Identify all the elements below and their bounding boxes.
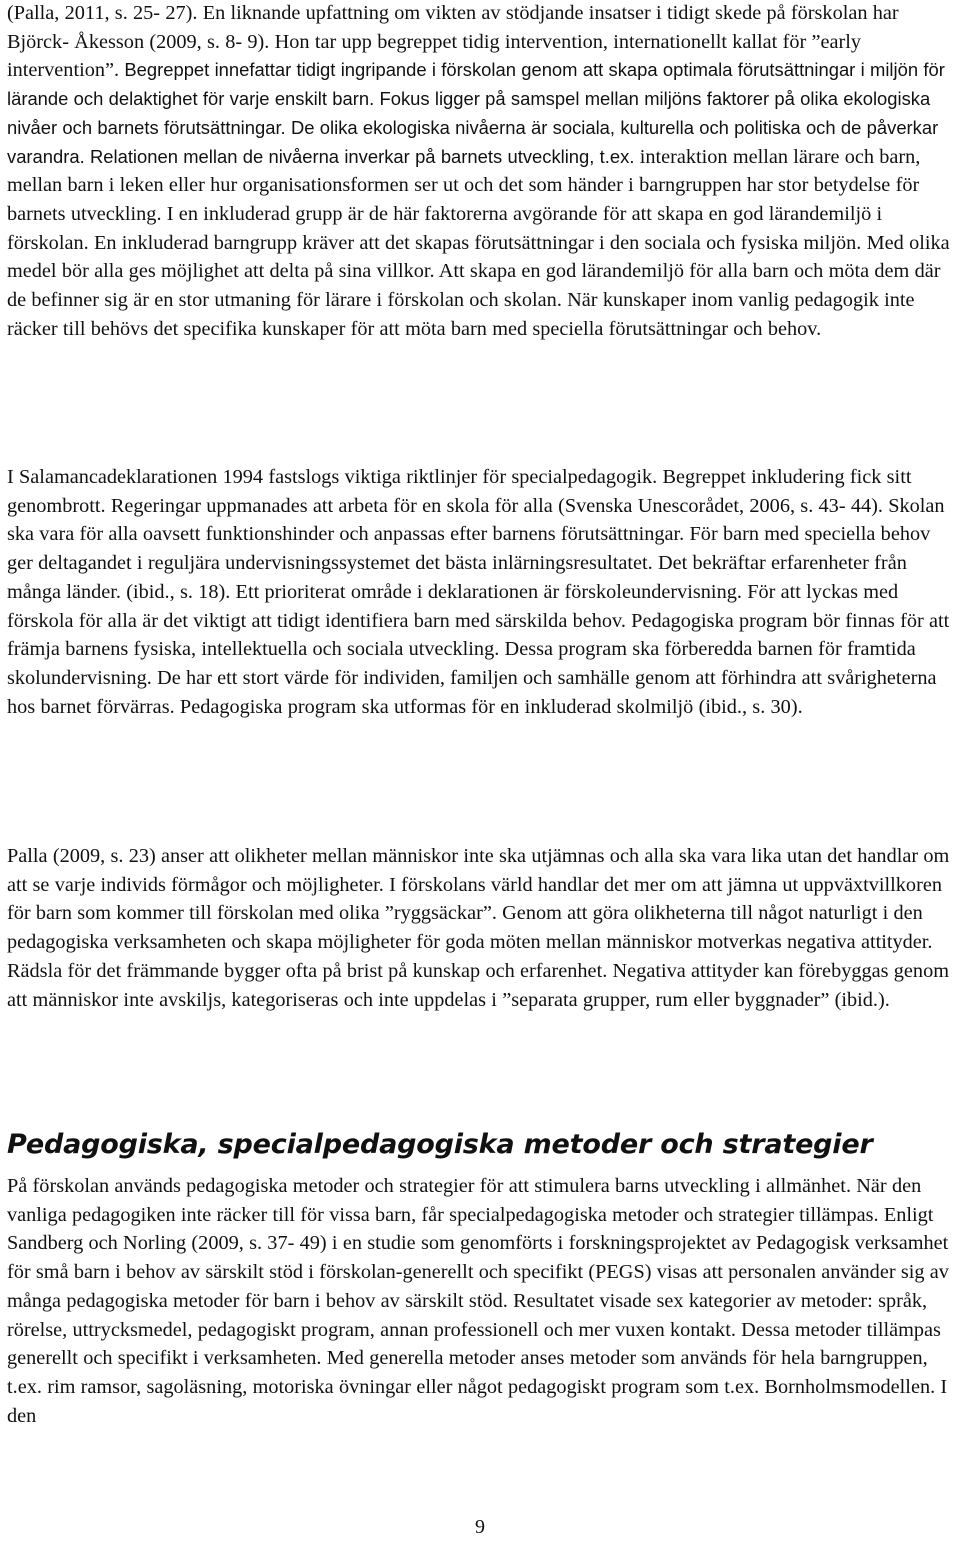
paragraph-early-intervention [7, 0, 955, 343]
page-number: 9 [475, 1516, 485, 1538]
paragraph-text-serif: interaktion mellan lärare och barn, mellan barn i leken eller hur organisationsformen ser ut och det som händer i barngruppen har stor betydelse för barnets utveckling. I en inkluderad grupp är de här faktorerna avgörande för att skapa en god lärandemiljö i förskolan. En inkluderad barngrupp kräver att det skapas förutsättningar i den sociala och fysiska miljön. Med olika medel bör alla ges möjlighet att delta på sina villkor. Att skapa en god lärandemiljö för alla barn och möta dem där de befinner sig är en stor utmaning för lärare i förskolan och skolan. När kunskaper inom vanlig pedagogik inte räcker till behövs det specifika kunskaper för att möta barn med speciella förutsättningar och behov. [7, 145, 950, 340]
paragraph-salamanca: I Salamancadeklarationen 1994 fastslogs viktiga riktlinjer för specialpedagogik. Begreppet inkludering fick sitt genombrott. Regeringar uppmanades att arbeta för en skola för alla (Svenska Unescorådet, 2006, s. 43- 44). Skolan ska vara för alla oavsett funktionshinder och anpassas efter barnens förutsättningar. För barn med speciella behov ger deltagandet i reguljära undervisningssystemet det bästa inlärningsresultatet. Det bekräftar erfarenheter från många länder. (ibid., s. 18). Ett prioriterat område i deklarationen är förskoleundervisning. För att lyckas med förskola för alla är det viktigt att tidigt identifiera barn med särskilda behov. Pedagogiska program bör finnas för att främja barnens fysiska, intellektuella och sociala utveckling. Dessa program ska förberedda barnen för framtida skolundervisning. De har ett stort värde för individen, familjen och samhälle genom att förhindra att svårigheterna hos barnet förvärras. Pedagogiska program ska utformas för en inkluderad skolmiljö (ibid., s. 30). [7, 466, 950, 718]
section-heading: Pedagogiska, specialpedagogiska metoder och strategier [7, 1129, 873, 1160]
paragraph-text-sans: Begreppet innefattar tidigt ingripande i förskolan genom att skapa optimala förutsättningar i miljön för lärande och delaktighet för varje enskilt barn. Fokus ligger på samspel mellan miljöns faktorer på olika ekologiska nivåer och barnets förutsättningar. De olika ekologiska nivåerna är sociala, kulturella och politiska och de påverkar varandra. Relationen mellan de nivåerna inverkar på barnets utveckling, t.ex. [7, 59, 945, 167]
paragraph-text-serif: (Palla, 2011, s. 25- 27). En liknande upfattning om vikten av stödjande insatser i tidigt skede på förskolan har Björck- Åkesson (2009, s. 8- 9). Hon tar upp begreppet tidig intervention, internationellt kallat för ”early intervention”. [7, 2, 899, 82]
paragraph-palla: Palla (2009, s. 23) anser att olikheter mellan människor inte ska utjämnas och alla ska vara lika utan det handlar om att se varje individs förmågor och möjligheter. I förskolans värld handlar det mer om att jämna ut uppväxtvillkoren för barn som kommer till förskolan med olika ”ryggsäckar”. Genom att göra olikheterna till något naturligt i den pedagogiska verksamheten och skapa möjligheter för goda möten mellan människor motverkas negativa attityder. Rädsla för det främmande bygger ofta på brist på kunskap och erfarenhet. Negativa attityder kan förebyggas genom att människor inte avskiljs, kategoriseras och inte uppdelas i ”separata grupper, rum eller byggnader” (ibid.). [7, 845, 950, 1011]
paragraph-methods: På förskolan används pedagogiska metoder och strategier för att stimulera barns utveckling i allmänhet. När den vanliga pedagogiken inte räcker till för vissa barn, får specialpedagogiska metoder och strategier tillämpas. Enligt Sandberg och Norling (2009, s. 37- 49) i en studie som genomförts i forskningsprojektet av Pedagogisk verksamhet för små barn i behov av särskilt stöd i förskolan-generellt och specifikt (PEGS) visas att personalen använder sig av många pedagogiska metoder för barn i behov av särskilt stöd. Resultatet visade sex kategorier av metoder: språk, rörelse, uttrycksmedel, pedagogiskt program, annan professionell och mer vuxen kontakt. Dessa metoder tillämpas generellt och specifikt i verksamheten. Med generella metoder anses metoder som används för hela barngruppen, t.ex. rim ramsor, sagoläsning, motoriska övningar eller något pedagogiskt program som t.ex. Bornholmsmodellen. I den [7, 1175, 949, 1427]
